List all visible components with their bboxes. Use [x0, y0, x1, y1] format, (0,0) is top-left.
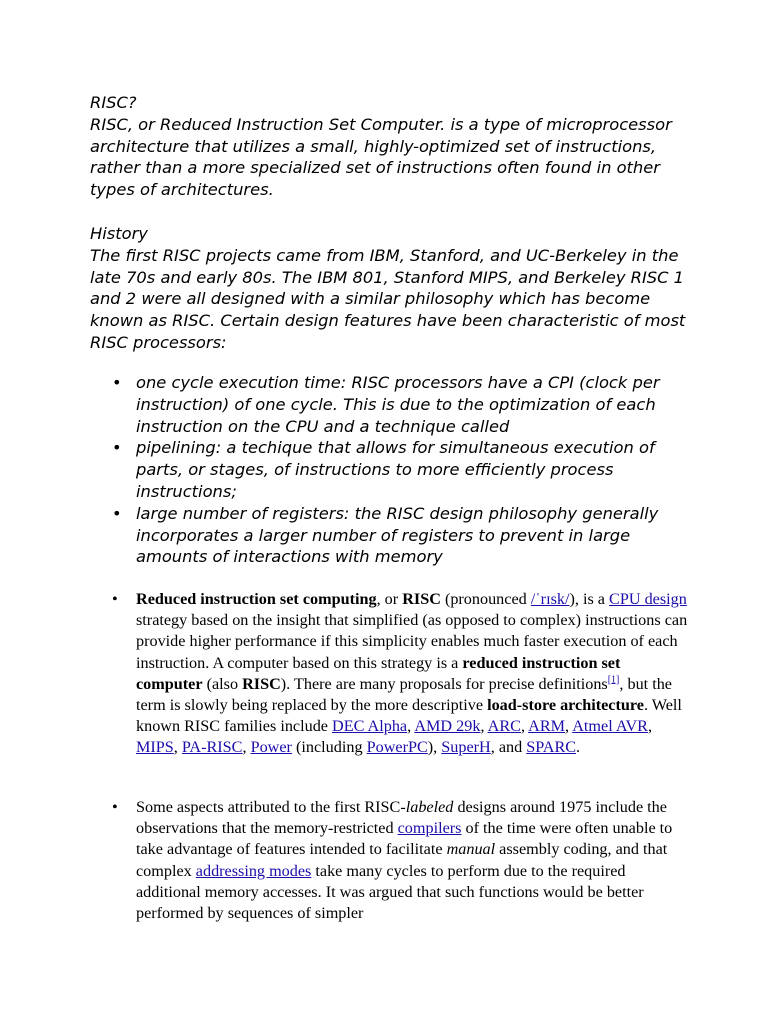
text-run: , — [407, 717, 415, 736]
arc-link[interactable]: ARC — [487, 717, 521, 736]
pronunciation-link[interactable]: /ˈrɪsk/ — [530, 590, 570, 608]
load-store-bold: load-store architecture — [487, 696, 644, 715]
intro-paragraph: RISC, or Reduced Instruction Set Computer. is a type of microprocessor architecture that utilizes a small, highly-optimized set of instructions, rather than a more specialized set of instructions often found in other types of architectures. — [90, 114, 672, 200]
risc-bold: RISC — [242, 674, 281, 693]
text-run: , — [520, 717, 529, 736]
atmel-avr-link[interactable]: Atmel AVR — [572, 717, 648, 736]
history-section — [90, 223, 690, 354]
powerpc-link[interactable]: PowerPC — [366, 738, 428, 757]
reference-link[interactable]: [1] — [607, 674, 620, 686]
text-run: . — [576, 738, 581, 757]
text-run: . Well known RISC families include — [136, 696, 682, 736]
text-run: ), — [427, 738, 442, 757]
history-paragraph: The first RISC projects came from IBM, Stanford, and UC-Berkeley in the late 70s and early 80s. The IBM 801, Stanford MIPS, and Berkeley RISC 1 and 2 were all designed with a similar philosophy which has become known as RISC. Certain design features have been characteristic of most RISC processors: — [90, 245, 686, 352]
superh-link[interactable]: SuperH — [441, 738, 491, 757]
risc-features-list — [90, 372, 690, 568]
text-run: designs around 1975 include the observations that the memory-restricted — [136, 798, 667, 838]
sparc-link[interactable]: SPARC — [526, 738, 577, 757]
text-run: , — [647, 717, 652, 736]
list-item: • one cycle execution time: RISC processors have a CPI (clock per instruction) of one cycle. This is due to the optimization of each instruction on the CPU and a technique called — [90, 372, 690, 437]
term-bold: Reduced instruction set computing — [136, 590, 377, 608]
power-link[interactable]: Power — [250, 738, 292, 757]
text-run: assembly coding, and that complex — [136, 840, 668, 880]
intro-heading: RISC? — [90, 93, 137, 112]
text-run: (pronounced — [440, 590, 531, 608]
manual-italic: manual — [446, 840, 496, 859]
text-run: take many cycles to perform due to the required additional memory accesses. It was argued that such functions would be better performed by sequences of simpler — [136, 861, 644, 923]
text-run: strategy based on the insight that simplified (as opposed to complex) instructions can provide higher performance if this simplicity enables much faster execution of each instruction. A computer based on this strategy is a — [136, 611, 688, 672]
text-run: ), is a — [569, 590, 610, 608]
text-run: ). There are many proposals for precise definitions — [280, 674, 608, 693]
text-run: (also — [202, 674, 243, 693]
text-run: , or — [376, 590, 403, 608]
compilers-link[interactable]: compilers — [397, 819, 462, 838]
text-run: , — [480, 717, 488, 736]
addressing-modes-link[interactable]: addressing modes — [195, 861, 312, 880]
wiki-definition-paragraph — [90, 589, 690, 759]
wiki-aspects-list — [90, 797, 690, 924]
dec-alpha-link[interactable]: DEC Alpha — [332, 717, 408, 736]
risc-bold: RISC — [402, 590, 441, 608]
text-run: , — [565, 717, 573, 736]
arm-link[interactable]: ARM — [528, 717, 566, 736]
history-heading: History — [90, 224, 148, 243]
labeled-italic: labeled — [405, 798, 454, 816]
computer-bold: reduced instruction set computer — [136, 653, 621, 693]
wiki-definition-list — [90, 589, 690, 759]
list-item: • pipelining: a techique that allows for simultaneous execution of parts, or stages, of instructions to more efficiently process instructions; — [90, 437, 690, 502]
text-run: , and — [490, 738, 527, 757]
text-run: of the time were often unable to take advantage of features intended to facilitate — [136, 819, 673, 859]
pa-risc-link[interactable]: PA-RISC — [181, 738, 243, 757]
text-run: (including — [291, 738, 367, 757]
list-item: • large number of registers: the RISC design philosophy generally incorporates a larger number of registers to prevent in large amounts of interactions with memory — [90, 503, 690, 568]
intro-section — [90, 92, 690, 201]
text-run: , but the term is slowly being replaced by the more descriptive — [136, 674, 672, 715]
wiki-aspects-paragraph — [90, 797, 690, 924]
text-run: , — [242, 738, 251, 757]
cpu-design-link[interactable]: CPU design — [609, 590, 687, 608]
text-run: Some aspects attributed to the first RISC- — [136, 798, 406, 816]
mips-link[interactable]: MIPS — [136, 738, 174, 757]
amd-29k-link[interactable]: AMD 29k — [414, 717, 481, 736]
text-run: , — [173, 738, 182, 757]
